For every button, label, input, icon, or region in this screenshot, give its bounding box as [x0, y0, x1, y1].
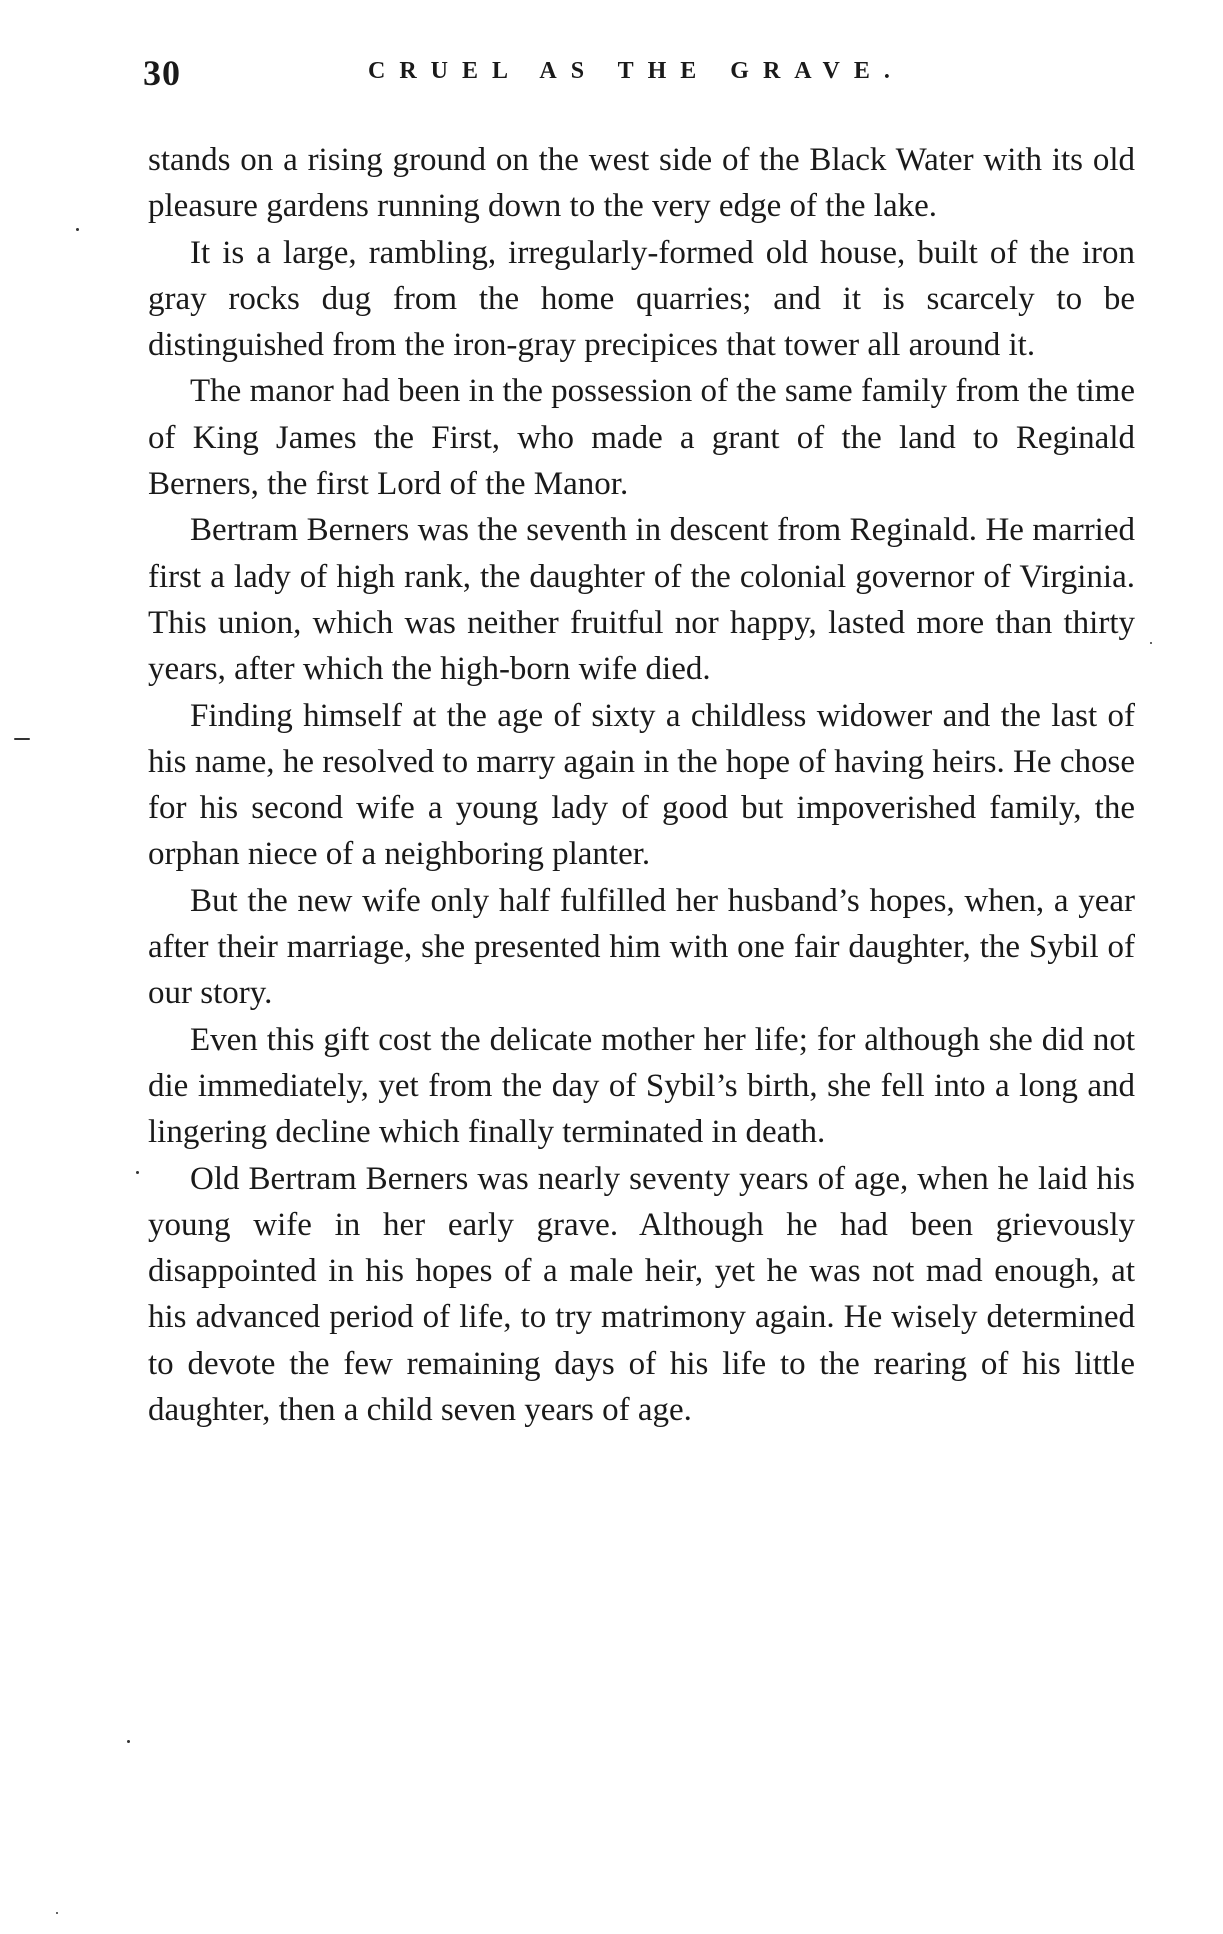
- body-text: [148, 137, 1135, 1433]
- page-number: 30: [143, 53, 181, 93]
- paragraph-1: stands on a rising ground on the west side of the Black Water with its old pleasure gardens running down to the very edge of the lake.: [148, 142, 1135, 225]
- paragraph-8: Old Bertram Berners was nearly seventy years of age, when he laid his young wife in her early grave. Although he had been grievously disappointed in his hopes of a male heir, yet he was not mad enough, at his advanced period of life, to try matrimony again. He wisely determined to devote the few remaining days of his life to the rearing of his little daughter, then a child seven years of age.: [148, 1160, 1135, 1429]
- scan-speck: [14, 738, 30, 740]
- paragraph-5: Finding himself at the age of sixty a childless widower and the last of his name, he resolved to marry again in the hope of having heirs. He chose for his second wife a young lady of good but impoverished family, the orphan niece of a neighboring planter.: [148, 697, 1135, 873]
- scan-speck: [1150, 642, 1152, 644]
- scan-speck: [56, 1912, 58, 1914]
- scan-speck: [136, 1171, 139, 1174]
- paragraph-6: But the new wife only half fulfilled her husband’s hopes, when, a year after their marriage, she presented him with one fair daughter, the Sybil of our story.: [148, 882, 1135, 1012]
- scan-speck: [127, 1740, 130, 1743]
- page-header: [143, 52, 1143, 102]
- paragraph-2: It is a large, rambling, irregularly-formed old house, built of the iron gray rocks dug from the home quarries; and it is scarcely to be distinguished from the iron-gray precipices that tower all around it.: [148, 234, 1135, 364]
- paragraph-4: Bertram Berners was the seventh in descent from Reginald. He married first a lady of high rank, the daughter of the colonial governor of Virginia. This union, which was neither fruitful nor happy, lasted more than thirty years, after which the high-born wife died.: [148, 512, 1135, 688]
- paragraph-3: The manor had been in the possession of the same family from the time of King James the First, who made a grant of the land to Reginald Berners, the first Lord of the Manor.: [148, 373, 1135, 503]
- paragraph-7: Even this gift cost the delicate mother her life; for although she did not die immediately, yet from the day of Sybil’s birth, she fell into a long and lingering decline which finally terminated in death.: [148, 1021, 1135, 1151]
- scan-speck: [76, 228, 79, 231]
- running-title: CRUEL AS THE GRAVE.: [368, 58, 904, 84]
